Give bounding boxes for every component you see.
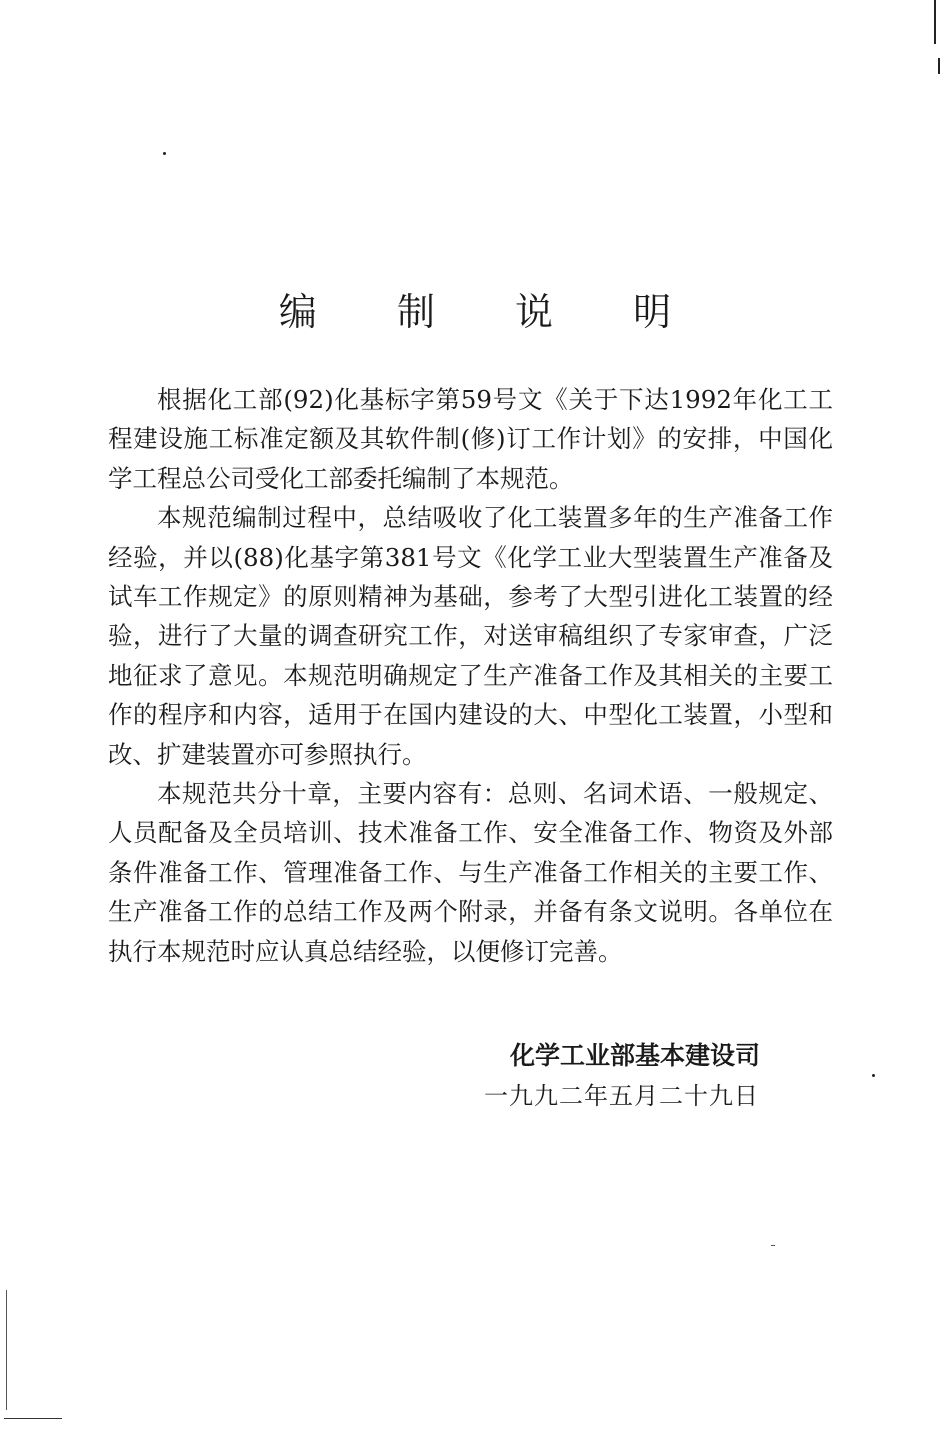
signature-organization: 化学工业部基本建设司 [510,1041,761,1070]
paragraph-2: 本规范编制过程中，总结吸收了化工装置多年的生产准备工作经验，并以(88)化基字第381号文《化学工业大型装置生产准备及试车工作规定》的原则精神为基础，参考了大型引进化工装置的经验，进行了大量的调查研究工作，对送审稿组织了专家审查，广泛地征求了意见。本规范明确规定了生产准备工作及其相关的主要工作的程序和内容，适用于在国内建设的大、中型化工装置，小型和改、扩建装置亦可参照执行。 [108,503,833,769]
scan-dot-2 [872,1074,875,1077]
scan-dot-3 [771,1245,775,1246]
signature-date: 一九九二年五月二十九日 [484,1082,759,1110]
scan-artifact-top-right-2 [938,58,940,74]
scan-artifact-top-right [934,0,936,44]
paragraph-3: 本规范共分十章，主要内容有：总则、名词术语、一般规定、人员配备及全员培训、技术准备工作、安全准备工作、物资及外部条件准备工作、管理准备工作、与生产准备工作相关的主要工作、生产准备工作的总结工作及两个附录，并备有条文说明。各单位在执行本规范时应认真总结经验，以便修订完善。 [108,779,833,966]
scan-dot-1 [163,152,166,155]
scan-artifact-bottom-left [4,1418,62,1419]
signature-block [484,1036,804,1116]
document-title: 编 制 说 明 [278,290,706,335]
paragraph-1: 根据化工部(92)化基标字第59号文《关于下达1992年化工工程建设施工标准定额及其软件制(修)订工作计划》的安排，中国化学工程总公司受化工部委托编制了本规范。 [108,385,833,493]
scan-artifact-left-edge [6,1290,7,1410]
document-body [108,380,833,971]
